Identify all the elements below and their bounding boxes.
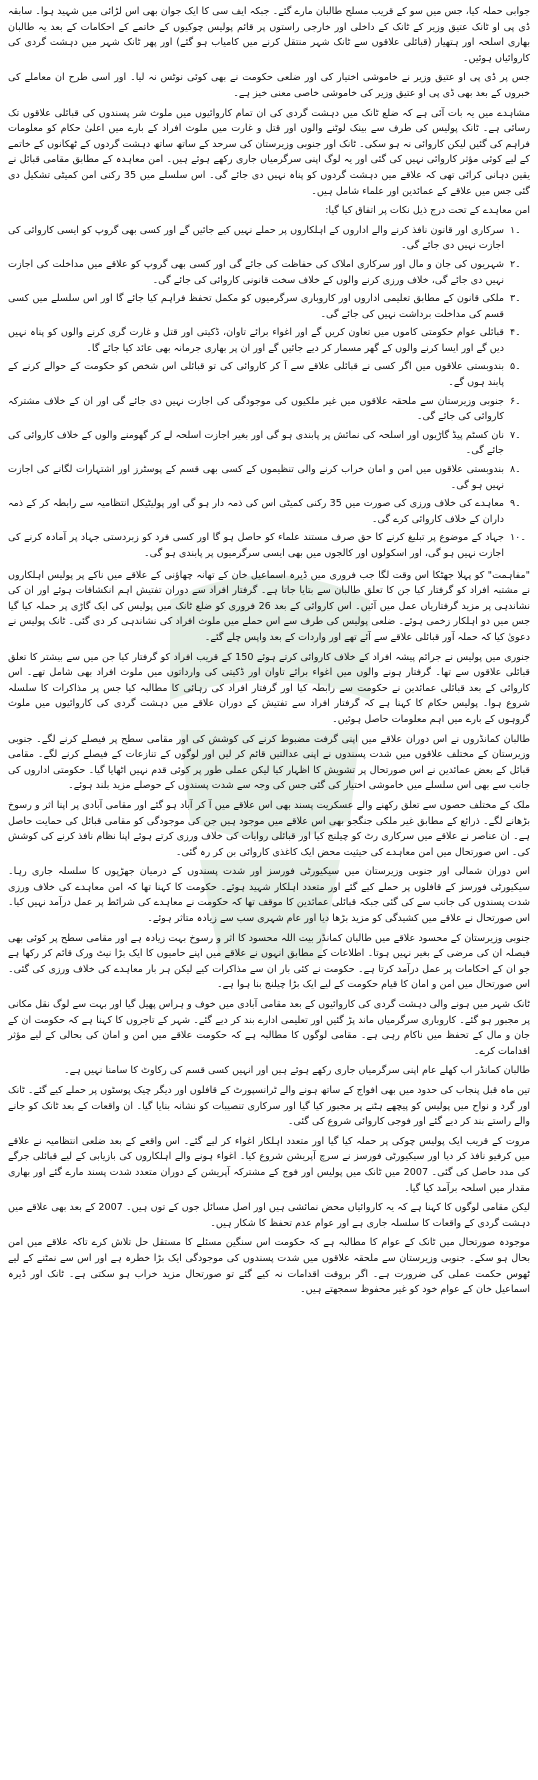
body-paragraph-7: ٹانک شہر میں ہونے والی دہشت گردی کی کاروائیوں کے بعد مقامی آبادی میں خوف و ہراس پھیل گیا اور بہت سے لوگ نقل مکانی پر مجبور ہو گئے۔ کاروباری سرگرمیاں ماند پڑ گئیں اور تعلیمی ادارے بند کر دیے گئے۔ شہر کے تاجروں کا کہنا ہے کہ حکومت ان کے جان و مال کے تحفظ میں ناکام رہی ہے۔ مقامی لوگوں کا مطالبہ ہے کہ حکومت علاقے میں امن و امان کی بحالی کے لیے مؤثر اقدامات کرے۔ bbox=[8, 999, 530, 1057]
list-item-text: نان کسٹم پیڈ گاڑیوں اور اسلحہ کی نمائش پر پابندی ہو گی اور بغیر اجازت اسلحہ لے کر گھومنے والوں کے خلاف کاروائی کی جائے گی۔ bbox=[8, 429, 504, 457]
list-item-number: ۱۰۔ bbox=[510, 532, 526, 544]
body-paragraph-5: اس دوران شمالی اور جنوبی وزیرستان میں سیکیورٹی فورسز اور شدت پسندوں کے درمیان جھڑپوں کا سلسلہ جاری رہا۔ سیکیورٹی فورسز کے قافلوں پر حملے کیے گئے اور متعدد اہلکار شہید ہوئے۔ حکومت کا کہنا تھا کہ امن معاہدے کی خلاف ورزی شدت پسندوں کی جانب سے کی گئی جبکہ قبائلی عمائدین کا موقف تھا کہ حکومت نے معاہدے کی شرائط پر عمل درآمد نہیں کیا۔ اس صورتحال نے علاقے میں کشیدگی کو مزید بڑھا دیا اور عام شہری سب سے زیادہ متاثر ہوئے۔ bbox=[8, 866, 530, 925]
list-item-text: بندوبستی علاقوں میں امن و امان خراب کرنے والی تنظیموں کے کسی بھی قسم کے پوسٹرز اور اشتہارات لگانے کی اجازت نہیں ہو گی۔ bbox=[8, 464, 504, 491]
article-page bbox=[8, 4, 530, 1776]
context-paragraph: مشاہدے میں یہ بات آئی ہے کہ ضلع ٹانک میں دہشت گردی کی ان تمام کاروائیوں میں ملوث شر پسندوں کی قبائلی علاقوں تک رسائی ہے۔ ٹانک پولیس کی طرف سے بینک لوٹنے والوں اور قتل و غارت میں ملوث افراد کے بارے میں اعلیٰ حکام کو معلومات فراہم کی گئیں لیکن کاروائی نہ ہو سکی۔ ٹانک اور جنوبی وزیرستان کی سرحد کے ساتھ ساتھ دہشت گردوں کے ٹھکانوں کے خاتمے کے لیے کوئی مؤثر کاروائی نہیں کی گئی اور یہ لوگ اپنی سرگرمیاں جاری رکھے ہوئے ہیں۔ امن معاہدہ کے مطابق مقامی قبائل نے یقین دہانی کرائی تھی کہ علاقے میں دہشت گردوں کو پناہ نہیں دی جائے گی۔ اس سلسلے میں 35 رکنی امن کمیٹی تشکیل دی گئی جس میں علاقے کے عمائدین اور علماء شامل ہیں۔ bbox=[8, 107, 530, 197]
list-item bbox=[8, 394, 530, 425]
body-paragraph-8: طالبان کمانڈر اب کھلے عام اپنی سرگرمیاں جاری رکھے ہوئے ہیں اور انہیں کسی قسم کی رکاوٹ کا سامنا نہیں ہے۔ bbox=[64, 1065, 530, 1077]
closing-paragraph-1: تین ماہ قبل پنجاب کی حدود میں بھی افواج کے ساتھ ہونے والے ٹرانسپورٹ کے قافلوں اور دیگر چیک پوسٹوں پر حملے کیے گئے۔ ٹانک اور گرد و نواح میں پولیس کو پیچھے ہٹنے پر مجبور کیا گیا اور سرکاری تنصیبات کو نشانہ بنایا گیا۔ ان واقعات کے بعد ٹانک کو جانے والے راستے بند کر دیے گئے اور فوجی کاروائی شروع کی گئی۔ bbox=[8, 1085, 530, 1128]
list-item-text: معاہدے کی خلاف ورزی کی صورت میں 35 رکنی کمیٹی اس کی ذمہ دار ہو گی اور پولیٹیکل انتظامیہ سے رابطہ کر کے ذمہ داران کے خلاف کاروائی کرے گی۔ bbox=[8, 498, 504, 525]
list-item-number: ۸۔ bbox=[510, 464, 521, 476]
body-paragraph-1: "مفاہمت" کو پہلا جھٹکا اس وقت لگا جب فروری میں ڈیرہ اسماعیل خان کے تھانہ چھاؤنی کے علاقے میں ناکے پر پولیس اہلکاروں نے مشتبہ افراد کو گرفتار کیا جن کا تعلق طالبان سے بتایا جاتا ہے۔ گرفتار افراد سے دوران تفتیش اہم انکشافات ہوئے اور ان کی نشاندہی پر مزید گرفتاریاں عمل میں آئیں۔ اس کاروائی کے بعد 26 فروری کو ضلع ٹانک میں پولیس کی ایک گاڑی پر حملہ کیا گیا جس میں دو اہلکار زخمی ہوئے۔ ضلعی پولیس کی طرف سے اس حملے میں ملوث افراد کی نشاندہی کر دی گئی۔ ٹانک پولیس نے دعویٰ کیا کہ حملہ آور قبائلی علاقے سے آئے تھے اور واردات کے بعد واپس چلے گئے۔ bbox=[8, 569, 530, 643]
body-paragraph-4: ملک کے مختلف حصوں سے تعلق رکھنے والے عسکریت پسند بھی اس علاقے میں آ کر آباد ہو گئے اور مقامی آبادی پر اپنا اثر و رسوخ بڑھانے لگے۔ ذرائع کے مطابق غیر ملکی جنگجو بھی اس علاقے میں موجود ہیں جن کی موجودگی کو مقامی قبائل کی حمایت حاصل ہے۔ ان عناصر نے علاقے میں سرکاری رٹ کو چیلنج کیا اور قبائلی روایات کی خلاف ورزی کرتے ہوئے اپنا نظام نافذ کرنے کی کوشش کی۔ اس صورتحال میں امن معاہدے کی حیثیت محض ایک کاغذی کاروائی بن کر رہ گئی۔ bbox=[8, 799, 530, 858]
closing-paragraph-4: موجودہ صورتحال میں ٹانک کے عوام کا مطالبہ ہے کہ حکومت اس سنگین مسئلے کا مستقل حل تلاش کرے تاکہ علاقے میں امن بحال ہو سکے۔ جنوبی وزیرستان سے ملحقہ علاقوں میں شدت پسندوں کی موجودگی ایک بڑا خطرہ ہے اور اس سے نمٹنے کے لیے ٹھوس حکمت عملی کی ضرورت ہے۔ اگر بروقت اقدامات نہ کیے گئے تو صورتحال مزید خراب ہو سکتی ہے۔ ٹانک اور ڈیرہ اسماعیل خان کے عوام خود کو غیر محفوظ سمجھتے ہیں۔ bbox=[8, 1237, 530, 1296]
list-item-number: ۲۔ bbox=[510, 258, 521, 270]
list-item bbox=[8, 462, 530, 493]
list-item-text: قبائلی عوام حکومتی کاموں میں تعاون کریں گے اور اغواء برائے تاوان، ڈکیتی اور قتل و غارت گری کرنے والوں کو پناہ نہیں دیں گے اور ایسا کرنے والوں کے گھر مسمار کر دیے جائیں گے اور ان پر بھاری جرمانہ بھی عائد کیا جائے گا۔ bbox=[8, 327, 504, 354]
list-item bbox=[8, 530, 530, 561]
intro-paragraph-1: جوابی حملہ کیا، جس میں سو کے قریب مسلح طالبان مارے گئے۔ جبکہ ایف سی کا ایک جوان بھی اس لڑائی میں شہید ہوا۔ سابقہ ڈی پی او ٹانک عتیق وزیر کے ٹانک کے داخلی اور خارجی راستوں پر قائم پولیس چوکیوں کے خاتمے کے احکامات کے بعد یہ طالبان بھاری اسلحہ اور ہتھیار (قبائلی علاقوں سے ٹانک شہر منتقل کرنے میں کامیاب ہو گئے) اور پھر ٹانک شہر میں دہشت گردی کی کاروائیاں ہوئیں۔ bbox=[8, 6, 530, 64]
list-item-number: ۱۔ bbox=[510, 224, 521, 236]
list-item bbox=[8, 428, 530, 459]
closing-paragraph-3: لیکن مقامی لوگوں کا کہنا ہے کہ یہ کاروائیاں محض نمائشی ہیں اور اصل مسائل جوں کے توں ہیں۔ 2007 کے بعد بھی علاقے میں دہشت گردی کے واقعات کا سلسلہ جاری ہے اور عوام عدم تحفظ کا شکار ہیں۔ bbox=[8, 1202, 530, 1229]
list-item-text: جنوبی وزیرستان سے ملحقہ علاقوں میں غیر ملکیوں کی موجودگی کی اجازت نہیں دی جائے گی اور ان کے خلاف مشترکہ کاروائی کی جائے گی۔ bbox=[8, 395, 504, 423]
list-item bbox=[8, 325, 530, 356]
list-item-number: ۷۔ bbox=[510, 429, 521, 441]
list-item bbox=[8, 359, 530, 390]
list-item-text: جہاد کے موضوع پر تبلیغ کرنے کا حق صرف مستند علماء کو حاصل ہو گا اور کسی فرد کو زبردستی جہاد پر آمادہ کرنے کی اجازت نہیں ہو گی، اور اسکولوں اور کالجوں میں بھی ایسی سرگرمیوں پر پابندی ہو گی۔ bbox=[8, 532, 504, 559]
list-item-text: بندوبستی علاقوں میں اگر کسی نے قبائلی علاقے سے آ کر کاروائی کی تو قبائلی اس شخص کو حکومت کے حوالے کرنے کے پابند ہوں گے۔ bbox=[8, 361, 504, 389]
list-item-text: شہریوں کی جان و مال اور سرکاری املاک کی حفاظت کی جائے گی اور کسی بھی گروپ کو علاقے میں مداخلت کی اجازت نہیں دی جائے گی، خلاف ورزی کرنے والوں کے خلاف سخت قانونی کاروائی کی جائے گی۔ bbox=[8, 258, 504, 286]
body-paragraph-3: طالبان کمانڈروں نے اس دوران علاقے میں اپنی گرفت مضبوط کرنے کی کوشش کی اور مقامی سطح پر فیصلے کرنے لگے۔ جنوبی وزیرستان کے مختلف علاقوں میں شدت پسندوں نے اپنی عدالتیں قائم کر لیں اور لوگوں کے تنازعات کے فیصلے کرنے لگے۔ مقامی قبائل کے بعض عمائدین نے اس صورتحال پر تشویش کا اظہار کیا لیکن عملی طور پر کوئی قدم نہیں اٹھایا گیا۔ حکومتی اداروں کی جانب سے بھی اس سلسلے میں خاموشی اختیار کی گئی جس کی وجہ سے شدت پسندوں کے حوصلے مزید بلند ہوئے۔ bbox=[8, 733, 530, 792]
list-item bbox=[8, 257, 530, 288]
intro-paragraph-2: جس پر ڈی پی او عتیق وزیر نے خاموشی اختیار کی اور ضلعی حکومت نے بھی کوئی نوٹس نہ لیا۔ اور اسی طرح ان معاملے کی خبروں کے بعد بھی ڈی پی او عتیق وزیر کی خاموشی خاصی معنی خیز ہے۔ bbox=[8, 72, 530, 99]
list-item bbox=[8, 223, 530, 254]
list-item-number: ۶۔ bbox=[510, 395, 521, 407]
list-intro: امن معاہدے کے تحت درج ذیل نکات پر اتفاق کیا گیا: bbox=[325, 205, 530, 217]
list-item-text: ملکی قانون کے مطابق تعلیمی اداروں اور کاروباری سرگرمیوں کو مکمل تحفظ فراہم کیا جائے گا اور اس سلسلے میں کسی قسم کی مداخلت برداشت نہیں کی جائے گی۔ bbox=[8, 293, 504, 320]
body-paragraph-2: جنوری میں پولیس نے جرائم پیشہ افراد کے خلاف کاروائی کرتے ہوئے 150 کے قریب افراد کو گرفتار کیا جن میں سے بیشتر کا تعلق قبائلی علاقوں سے تھا۔ گرفتار ہونے والوں میں اغواء برائے تاوان اور ڈکیتی کی وارداتوں میں ملوث افراد بھی شامل تھے۔ اس کاروائی کے بعد قبائلی عمائدین نے حکومت سے رابطہ کیا اور گرفتار افراد کی رہائی کا مطالبہ کیا جس پر مذاکرات کا سلسلہ شروع ہوا۔ پولیس حکام کا کہنا ہے کہ گرفتار افراد سے تفتیش کے دوران علاقے میں دہشت گردی کی کاروائیوں میں ملوث گروہوں کے بارے میں اہم معلومات حاصل ہوئیں۔ bbox=[8, 651, 530, 725]
list-item-number: ۵۔ bbox=[510, 361, 521, 373]
list-item-number: ۹۔ bbox=[510, 498, 521, 510]
closing-paragraph-2: مروت کے قریب ایک پولیس چوکی پر حملہ کیا گیا اور متعدد اہلکار اغواء کر لیے گئے۔ اس واقعے کے بعد ضلعی انتظامیہ نے علاقے میں کرفیو نافذ کر دیا اور سیکیورٹی فورسز نے سرچ آپریشن شروع کیا۔ اغواء ہونے والے اہلکاروں کی بازیابی کے لیے قبائلی جرگے کی مدد حاصل کی گئی۔ 2007 میں ٹانک میں پولیس اور فوج کے مشترکہ آپریشن کے دوران متعدد شدت پسند مارے گئے اور بھاری مقدار میں اسلحہ برآمد کیا گیا۔ bbox=[8, 1135, 530, 1194]
list-item bbox=[8, 291, 530, 322]
list-item-text: سرکاری اور قانون نافذ کرنے والے اداروں کے اہلکاروں پر حملے نہیں کیے جائیں گے اور کسی بھی گروپ کو ایسی کاروائی کی اجازت نہیں دی جائے گی۔ bbox=[8, 224, 504, 252]
list-item-number: ۴۔ bbox=[510, 327, 521, 339]
body-paragraph-6: جنوبی وزیرستان کے محسود علاقے میں طالبان کمانڈر بیت اللہ محسود کا اثر و رسوخ بہت زیادہ ہے اور مقامی سطح پر کوئی بھی فیصلہ ان کی مرضی کے بغیر نہیں ہوتا۔ اطلاعات کے مطابق انہوں نے علاقے میں اپنے حامیوں کا ایک بڑا نیٹ ورک قائم کر رکھا ہے جو ان کے احکامات پر عمل درآمد کرتا ہے۔ حکومت نے کئی بار ان سے مذاکرات کیے لیکن ہر بار معاہدے کی خلاف ورزی کی گئی۔ اس صورتحال میں امن و امان کا قیام حکومت کے لیے ایک بڑا چیلنج بنا ہوا ہے۔ bbox=[8, 932, 530, 991]
list-item bbox=[8, 496, 530, 527]
list-item-number: ۳۔ bbox=[510, 293, 521, 305]
agreement-clauses-list bbox=[8, 223, 530, 562]
